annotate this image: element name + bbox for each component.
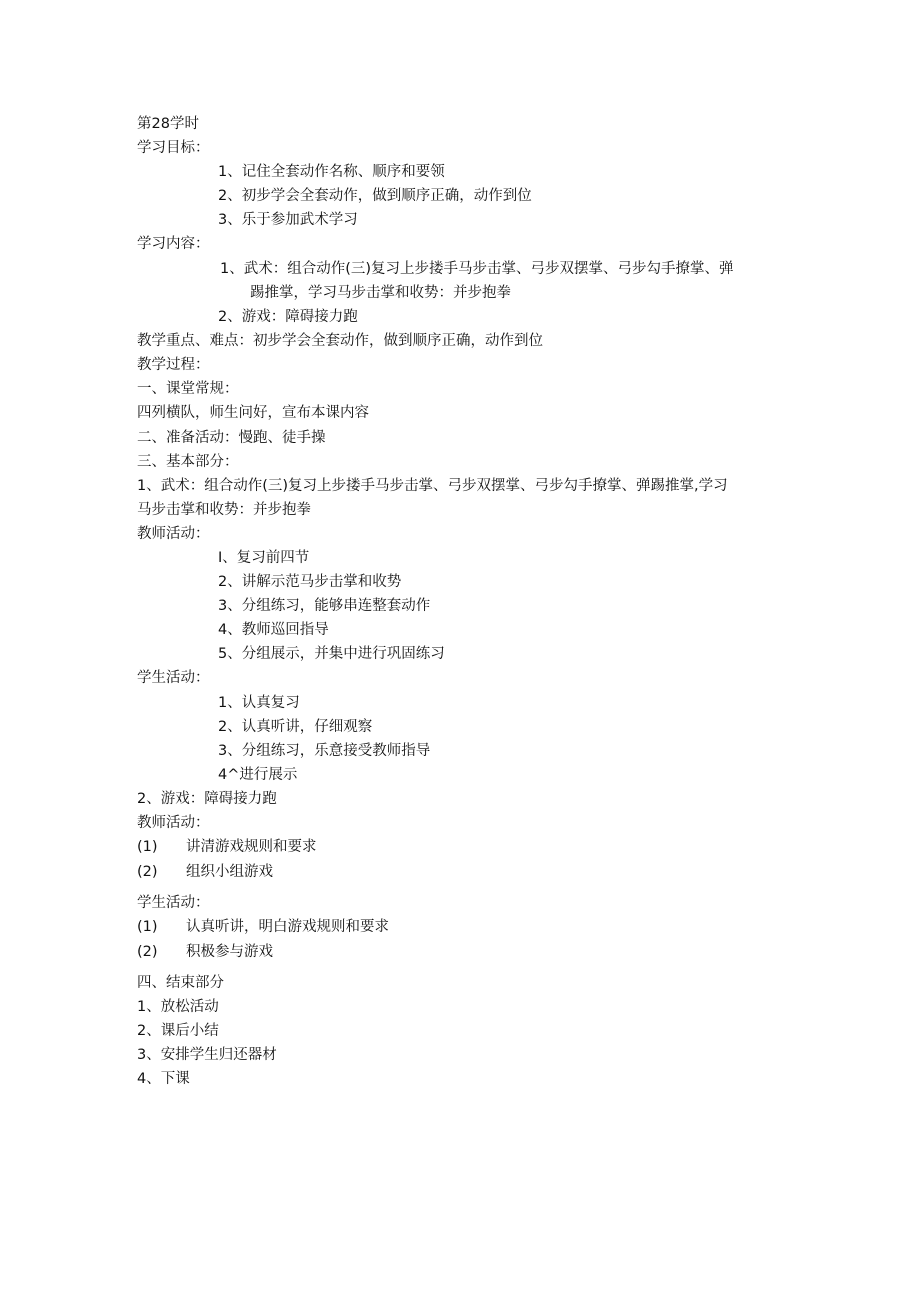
key-points: 教学重点、难点：初步学会全套动作，做到顺序正确，动作到位 bbox=[137, 333, 543, 349]
game-student-heading: 学生活动： bbox=[137, 895, 210, 911]
student-step: 3、分组练习，乐意接受教师指导 bbox=[218, 743, 431, 759]
teacher-step: 3、分组练习，能够串连整套动作 bbox=[218, 598, 431, 614]
basic-item-continued: 马步击掌和收势：并步抱拳 bbox=[137, 502, 311, 518]
game-teacher-item: 组织小组游戏 bbox=[186, 864, 273, 880]
objective-item: 2、初步学会全套动作，做到顺序正确，动作到位 bbox=[218, 188, 532, 204]
game-teacher-item-number: (1) bbox=[137, 839, 158, 855]
teacher-step: 5、分组展示，并集中进行巩固练习 bbox=[218, 646, 445, 662]
objective-item: 3、乐于参加武术学习 bbox=[218, 212, 358, 228]
process-heading: 教学过程： bbox=[137, 357, 210, 373]
routine-text: 四列横队，师生问好，宣布本课内容 bbox=[137, 405, 369, 421]
end-step: 3、安排学生归还器材 bbox=[137, 1047, 277, 1063]
objectives-heading: 学习目标： bbox=[137, 140, 210, 156]
basic-heading: 三、基本部分： bbox=[137, 454, 239, 470]
student-step: 1、认真复习 bbox=[218, 695, 300, 711]
game-teacher-heading: 教师活动： bbox=[137, 815, 210, 831]
lesson-title: 第28学时 bbox=[137, 116, 199, 132]
content-heading: 学习内容： bbox=[137, 236, 210, 252]
end-step: 4、下课 bbox=[137, 1071, 190, 1087]
routine-heading: 一、课堂常规： bbox=[137, 381, 239, 397]
teacher-step: 4、教师巡回指导 bbox=[218, 622, 329, 638]
teacher-heading: 教师活动： bbox=[137, 526, 210, 542]
student-heading: 学生活动： bbox=[137, 670, 210, 686]
warmup-text: 二、准备活动：慢跑、徒手操 bbox=[137, 430, 326, 446]
game-student-item: 认真听讲，明白游戏规则和要求 bbox=[186, 919, 389, 935]
basic-item: 1、武术：组合动作(三)复习上步搂手马步击掌、弓步双摆掌、弓步勾手撩掌、弹踢推掌,学习 bbox=[137, 478, 728, 494]
game-heading: 2、游戏：障碍接力跑 bbox=[137, 791, 277, 807]
student-step: 2、认真听讲，仔细观察 bbox=[218, 719, 373, 735]
game-student-item: 积极参与游戏 bbox=[186, 944, 273, 960]
game-student-item-number: (1) bbox=[137, 919, 158, 935]
teacher-step: 2、讲解示范马步击掌和收势 bbox=[218, 574, 402, 590]
content-item: 1、武术：组合动作(三)复习上步搂手马步击掌、弓步双摆掌、弓步勾手撩掌、弹 bbox=[220, 261, 734, 277]
game-teacher-item: 讲清游戏规则和要求 bbox=[186, 839, 317, 855]
student-step: 4^进行展示 bbox=[218, 767, 298, 783]
content-item-continued: 踢推掌，学习马步击掌和收势：并步抱拳 bbox=[250, 285, 511, 301]
end-step: 2、课后小结 bbox=[137, 1023, 219, 1039]
game-student-item-number: (2) bbox=[137, 944, 158, 960]
end-step: 1、放松活动 bbox=[137, 999, 219, 1015]
objective-item: 1、记住全套动作名称、顺序和要领 bbox=[218, 164, 445, 180]
end-heading: 四、结束部分 bbox=[137, 975, 224, 991]
teacher-step: I、复习前四节 bbox=[218, 550, 310, 566]
content-item: 2、游戏：障碍接力跑 bbox=[218, 309, 358, 325]
game-teacher-item-number: (2) bbox=[137, 864, 158, 880]
